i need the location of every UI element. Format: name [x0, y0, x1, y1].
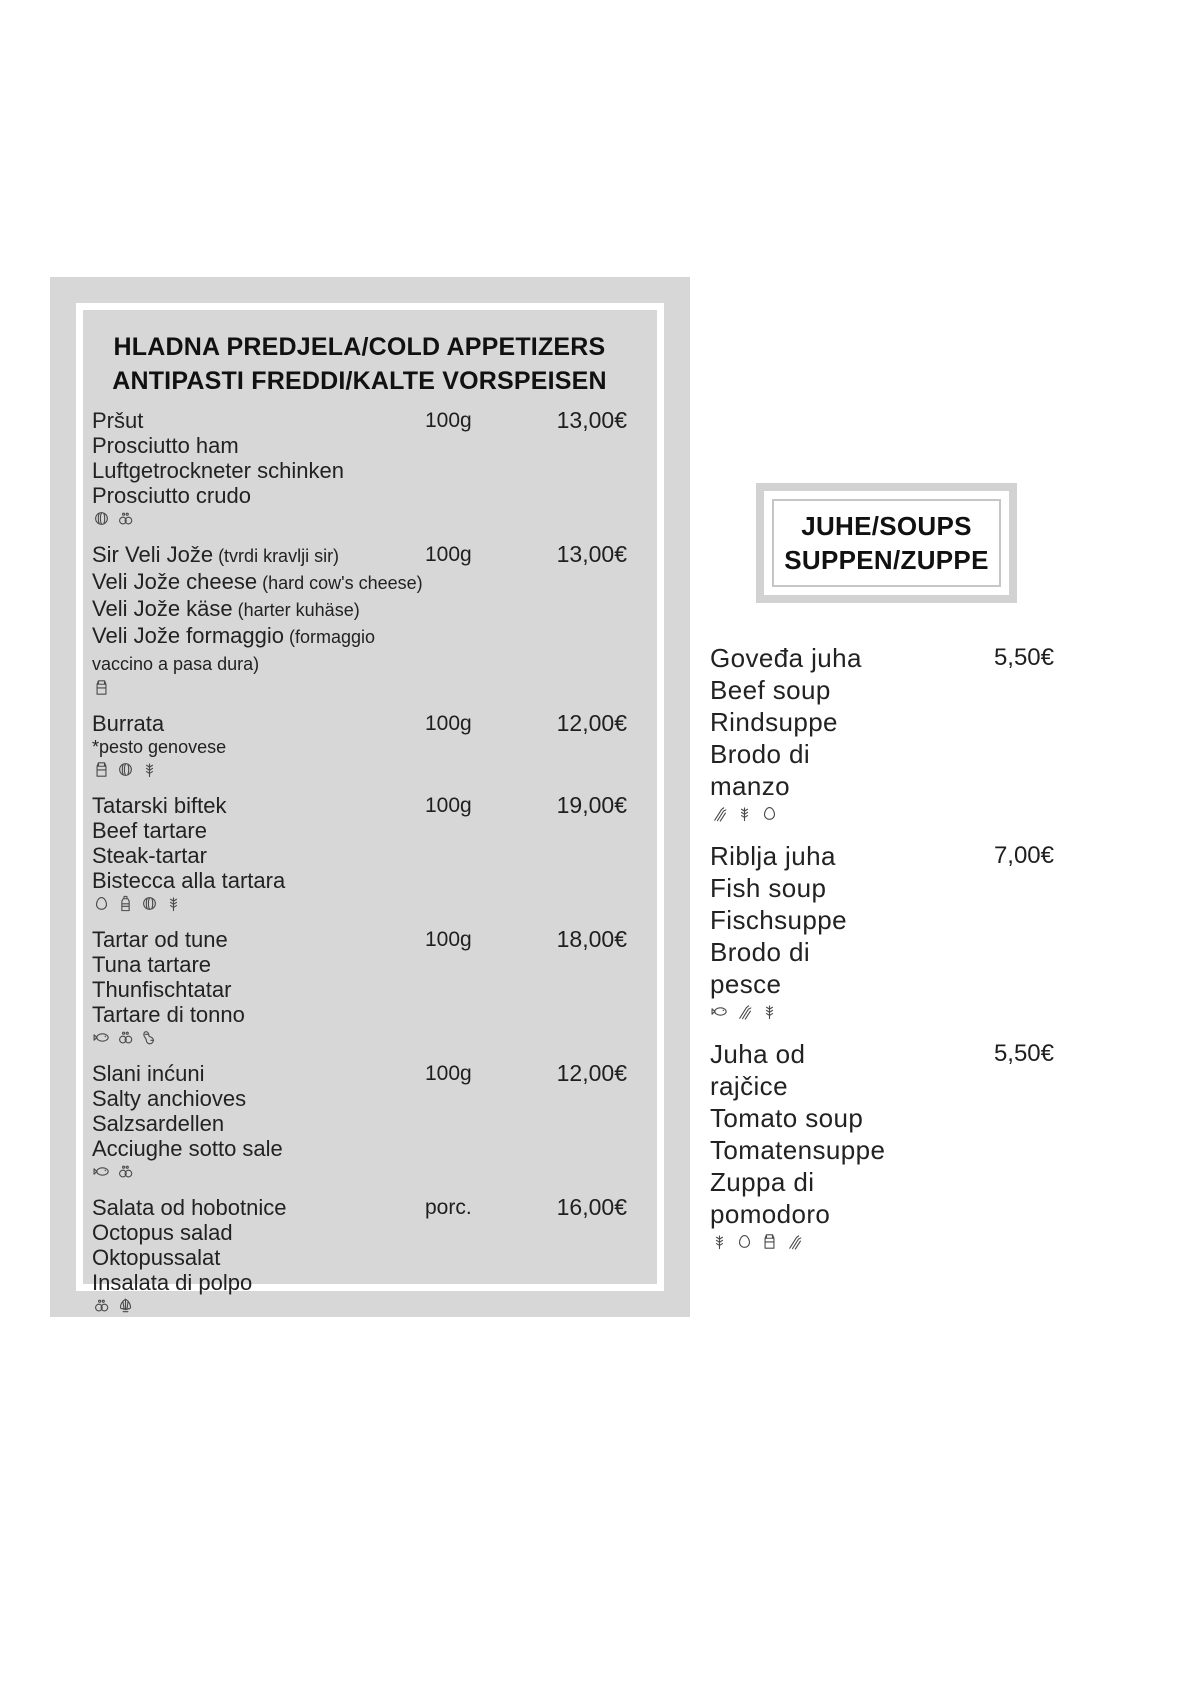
item-allergens — [92, 893, 627, 913]
item-name-line: Beef tartare — [92, 818, 207, 843]
celery-icon — [735, 1002, 754, 1021]
wheat-icon — [710, 1232, 729, 1251]
milk-icon — [92, 678, 111, 697]
item-names — [92, 1195, 425, 1295]
item-names — [92, 1061, 425, 1161]
mollusc-icon — [116, 1296, 135, 1315]
item-name-line: *pesto genovese — [92, 737, 227, 757]
item-allergens — [92, 508, 627, 528]
egg-icon — [760, 804, 779, 823]
item-names — [92, 927, 425, 1027]
item-name-note: (tvrdi kravlji sir) — [213, 546, 340, 566]
cold-appetizers-panel — [50, 277, 690, 1317]
item-name-line: Salzsardellen — [92, 1111, 225, 1136]
soups-title-box — [756, 483, 1017, 603]
item-name-line: Tatarski biftek — [92, 793, 227, 818]
item-name-line: Thunfischtatar — [92, 977, 232, 1002]
item-price: 13,00€ — [556, 407, 627, 433]
item-names — [92, 408, 425, 508]
item-name-line: Bistecca alla tartara — [92, 868, 286, 893]
item-name-line: Juha od rajčice — [710, 1039, 806, 1101]
item-portion: 100g — [425, 928, 472, 951]
item-name-line: Tomato soup — [710, 1103, 864, 1133]
item-name-line: Burrata — [92, 711, 165, 736]
milk-icon — [760, 1232, 779, 1251]
nut-icon — [116, 760, 135, 779]
item-name-line: Riblja juha — [710, 841, 836, 871]
item-name-line: Salata od hobotnice — [92, 1195, 287, 1220]
item-price: 5,50€ — [993, 1040, 1054, 1067]
item-portion: 100g — [425, 1062, 472, 1085]
item-name-line: Veli Jože cheese (hard cow's cheese) — [92, 569, 423, 594]
item-name-line: Acciughe sotto sale — [92, 1136, 283, 1161]
fish-icon — [92, 1028, 111, 1047]
item-name-line: Veli Jože formaggio (formaggio vaccino a pasa dura) — [92, 623, 376, 674]
menu-item — [710, 840, 1054, 1022]
item-name-line: Fischsuppe — [710, 905, 847, 935]
soups-title-line2: SUPPEN/ZUPPE — [784, 545, 989, 575]
item-name-note: (formaggio vaccino a pasa dura) — [92, 627, 376, 674]
item-name-line: Pršut — [92, 408, 144, 433]
appetizers-title-line1: HLADNA PREDJELA/COLD APPETIZERS — [113, 333, 606, 361]
menu-item — [710, 642, 1054, 824]
item-name-line: Oktopussalat — [92, 1245, 221, 1270]
menu-item — [710, 1038, 1054, 1252]
sulphites-icon — [116, 1162, 135, 1181]
nut-icon — [92, 509, 111, 528]
item-price: 16,00€ — [556, 1194, 627, 1220]
item-name-line: Prosciutto ham — [92, 433, 239, 458]
item-allergens — [92, 759, 627, 779]
milk-icon — [92, 760, 111, 779]
wheat-icon — [760, 1002, 779, 1021]
item-names — [710, 840, 889, 1000]
item-price: 19,00€ — [556, 792, 627, 818]
item-allergens — [710, 1000, 994, 1022]
sulphites-icon — [116, 1028, 135, 1047]
wheat-icon — [164, 894, 183, 913]
item-name-line: Tuna tartare — [92, 952, 212, 977]
soups-title-box-inner — [772, 499, 1001, 587]
item-portion: 100g — [425, 543, 472, 566]
item-allergens — [710, 1230, 994, 1252]
menu-item — [92, 408, 627, 528]
celery-icon — [710, 804, 729, 823]
nut-icon — [140, 894, 159, 913]
item-name-line: Prosciutto crudo — [92, 483, 251, 508]
item-price: 5,50€ — [993, 644, 1054, 671]
fish-icon — [710, 1002, 729, 1021]
sulphites-icon — [116, 509, 135, 528]
menu-item — [92, 793, 627, 913]
item-portion: 100g — [425, 794, 472, 817]
fish-icon — [92, 1162, 111, 1181]
item-name-line: Tartar od tune — [92, 927, 228, 952]
item-allergens — [92, 677, 627, 697]
soups-title — [778, 509, 995, 577]
menu-item — [92, 711, 627, 779]
menu-item — [92, 927, 627, 1047]
item-name-line: Tomatensuppe — [710, 1135, 886, 1165]
cold-appetizers-content — [92, 312, 627, 1329]
item-allergens — [92, 1161, 627, 1181]
item-name-line: Octopus salad — [92, 1220, 233, 1245]
item-allergens — [92, 1295, 627, 1315]
item-names — [92, 793, 425, 893]
item-allergens — [92, 1027, 627, 1047]
item-price: 12,00€ — [556, 710, 627, 736]
soups-title-box-mid — [764, 491, 1009, 595]
item-names — [92, 542, 425, 677]
celery-icon — [785, 1232, 804, 1251]
item-name-line: Fish soup — [710, 873, 827, 903]
item-portion: 100g — [425, 409, 472, 432]
wheat-icon — [735, 804, 754, 823]
item-name-line: Brodo di pesce — [710, 937, 811, 999]
item-names — [710, 1038, 889, 1230]
item-name-line: Steak-tartar — [92, 843, 207, 868]
mustard-icon — [116, 894, 135, 913]
appetizer-item-list — [92, 408, 627, 1315]
item-name-line: Rindsuppe — [710, 707, 838, 737]
item-name-line: Veli Jože käse (harter kuhäse) — [92, 596, 360, 621]
item-name-line: Insalata di polpo — [92, 1270, 253, 1295]
item-price: 12,00€ — [556, 1060, 627, 1086]
item-name-line: Slani inćuni — [92, 1061, 205, 1086]
item-name-note: (hard cow's cheese) — [257, 573, 423, 593]
item-name-line: Brodo di manzo — [710, 739, 811, 801]
wheat-icon — [140, 760, 159, 779]
appetizers-title — [92, 330, 627, 398]
item-name-line: Beef soup — [710, 675, 831, 705]
item-portion: porc. — [425, 1196, 472, 1219]
soups-title-line1: JUHE/SOUPS — [801, 511, 972, 541]
item-allergens — [710, 802, 994, 824]
item-name-line: Zuppa di pomodoro — [710, 1167, 831, 1229]
peanut-icon — [140, 1028, 159, 1047]
menu-item — [92, 1061, 627, 1181]
item-name-line: Sir Veli Jože (tvrdi kravlji sir) — [92, 542, 340, 567]
item-price: 7,00€ — [993, 842, 1054, 869]
item-name-line: Goveđa juha — [710, 643, 862, 673]
item-name-note: (harter kuhäse) — [232, 600, 360, 620]
item-names — [92, 711, 425, 759]
item-names — [710, 642, 889, 802]
sulphites-icon — [92, 1296, 111, 1315]
item-name-line: Luftgetrockneter schinken — [92, 458, 344, 483]
appetizers-title-line2: ANTIPASTI FREDDI/KALTE VORSPEISEN — [112, 367, 607, 395]
item-name-line: Tartare di tonno — [92, 1002, 245, 1027]
menu-item — [92, 1195, 627, 1315]
menu-item — [92, 542, 627, 697]
soup-item-list — [710, 642, 1054, 1268]
item-name-line: Salty anchioves — [92, 1086, 247, 1111]
item-portion: 100g — [425, 712, 472, 735]
egg-icon — [735, 1232, 754, 1251]
item-price: 13,00€ — [556, 541, 627, 567]
egg-icon — [92, 894, 111, 913]
item-price: 18,00€ — [556, 926, 627, 952]
